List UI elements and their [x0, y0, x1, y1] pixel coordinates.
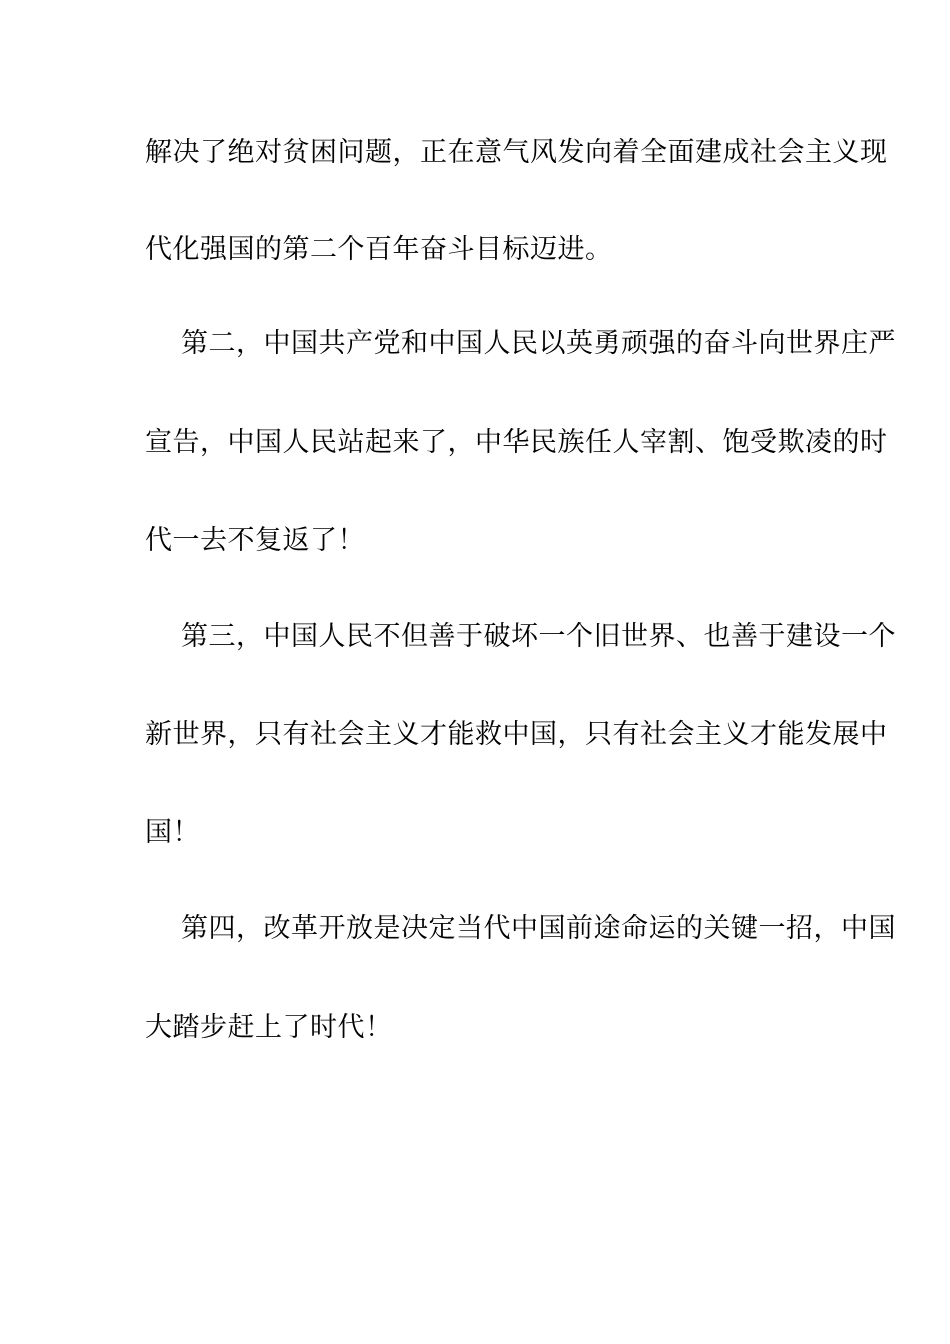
paragraph-line: 代一去不复返了！ — [145, 525, 365, 556]
paragraph-line: 代化强国的第二个百年奋斗目标迈进。 — [145, 234, 613, 265]
paragraph-line: 国！ — [145, 817, 200, 848]
paragraph-line: 宣告，中国人民站起来了，中华民族任人宰割、饱受欺凌的时 — [145, 427, 888, 458]
paragraph-line: 第三，中国人民不但善于破坏一个旧世界、也善于建设一个 — [181, 621, 896, 652]
paragraph-line: 解决了绝对贫困问题，正在意气风发向着全面建成社会主义现 — [145, 137, 888, 168]
paragraph-line: 新世界，只有社会主义才能救中国，只有社会主义才能发展中 — [145, 719, 888, 750]
paragraph-line: 大踏步赶上了时代！ — [145, 1012, 393, 1043]
paragraph-line: 第四，改革开放是决定当代中国前途命运的关键一招，中国 — [181, 913, 896, 944]
paragraph-line: 第二，中国共产党和中国人民以英勇顽强的奋斗向世界庄严 — [181, 328, 896, 359]
